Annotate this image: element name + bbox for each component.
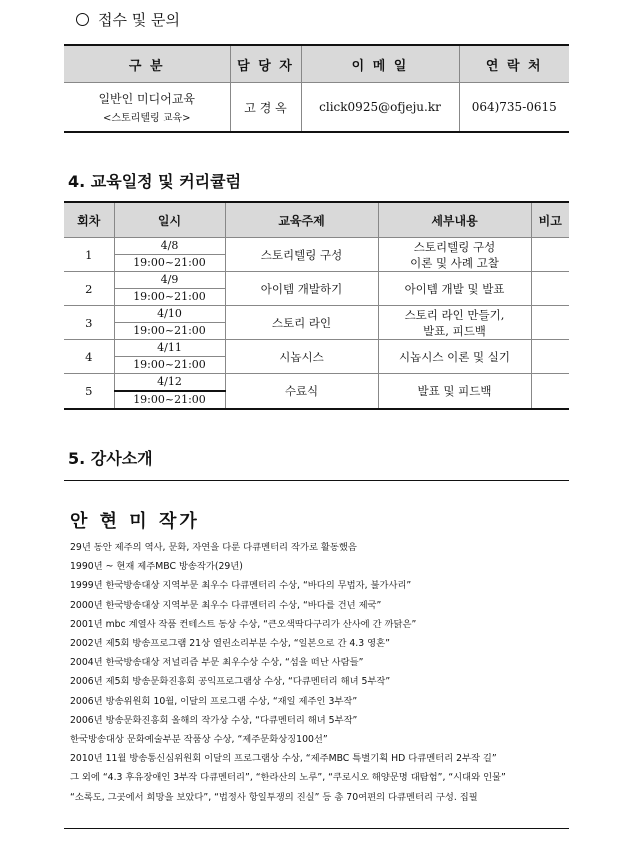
contact-header-cell: 구 분 [64,45,230,83]
session-topic: 수료식 [225,374,378,410]
session-time: 19:00~21:00 [114,391,225,409]
contact-category: 일반인 미디어교육 [98,92,196,106]
session-note [531,306,569,340]
session-topic: 스토리 라인 [225,306,378,340]
session-detail [378,340,531,374]
table-row [64,340,569,357]
bio-line: 한국방송대상 문화예술부분 작품상 수상, “제주문화상징100선” [70,734,328,746]
contact-email: click0925@ofjeju.kr [301,83,459,133]
contact-category-cell [64,83,230,133]
session-note [531,374,569,410]
section4-title: 4. 교육일정 및 커리큘럼 [68,172,242,191]
bio-line: 2006년 방송문화진흥회 올해의 작가상 수상, “다큐멘터리 해녀 5부작” [70,714,358,726]
table-row [64,374,569,392]
schedule-table [64,201,569,410]
bio-line: 2002년 제5회 방송프로그램 21상 열린소리부분 수상, “일본으로 간 4.3 영혼” [70,638,390,650]
contact-header-row [64,45,569,83]
instructor-name: 안 현 미 작가 [70,511,200,532]
table-row [64,238,569,255]
session-detail-line: 스토리 라인 만들기, [404,307,505,322]
contact-category-sub: <스토리텔링 교육> [102,113,191,124]
bio-line: 2001년 mbc 계열사 작품 컨테스트 동상 수상, “큰오색딱다구리가 산사에 간 까닭은” [70,618,417,630]
session-detail-line: 이론 및 사례 고찰 [410,255,499,270]
schedule-header-cell: 비고 [531,202,569,238]
schedule-header-cell: 세부내용 [378,202,531,238]
contact-heading [76,9,180,30]
contact-heading-text: 접수 및 문의 [98,11,180,29]
bio-line: 2010년 11월 방송통신심위원회 이달의 프로그램상 수상, “제주MBC 특별기획 HD 다큐멘터리 2부작 길” [70,753,497,765]
session-time: 19:00~21:00 [114,255,225,272]
session-time: 19:00~21:00 [114,323,225,340]
bio-line: 2000년 한국방송대상 지역부문 최우수 다큐멘터리 수상, “바다를 건넌 제국” [70,599,382,611]
session-detail-line: 스토리텔링 구성 [413,239,496,254]
bio-line: 1990년 ~ 현재 제주MBC 방송작가(29년) [70,561,243,573]
bio-line: 1999년 한국방송대상 지역부문 최우수 다큐멘터리 수상, “바다의 무법자, 불가사리” [70,580,412,592]
bio-line: 그 외에 “4.3 후유장애인 3부작 다큐멘터리”, “한라산의 노루”, “쿠로시오 해양문명 대탐험”, “시대와 인물” [70,772,506,784]
bio-line: 2004년 한국방송대상 저널리즘 부문 최우수상 수상, “섬을 떠난 사람들” [70,657,364,669]
contact-phone: 064)735-0615 [459,83,569,133]
bio-line: “소록도, 그곳에서 희망을 보았다”, “법정사 항일투쟁의 진실” 등 총 70여편의 다큐멘터리 구성. 집필 [70,791,478,803]
bio-line: 2006년 제5회 방송문화진흥회 공익프로그램상 수상, “다큐멘터리 해녀 5부작” [70,676,391,688]
contact-header-cell: 이 메 일 [301,45,459,83]
session-detail [378,374,531,410]
session-note [531,272,569,306]
session-detail-line: 시놉시스 이론 및 실기 [399,349,510,364]
session-time: 19:00~21:00 [114,289,225,306]
schedule-header-row [64,202,569,238]
session-detail-line: 발표 및 피드백 [417,384,492,398]
session-topic: 스토리텔링 구성 [225,238,378,272]
schedule-header-cell: 회차 [64,202,114,238]
bio-line: 2006년 방송위원회 10월, 이달의 프로그램 수상, “재일 제주인 3부작” [70,695,358,707]
session-number: 2 [64,272,114,306]
contact-row [64,83,569,133]
table-row [64,306,569,323]
table-row [64,272,569,289]
schedule-header-cell: 일시 [114,202,225,238]
session-date: 4/8 [114,238,225,255]
contact-manager: 고 경 옥 [230,83,301,133]
circle-bullet-icon [76,13,89,26]
session-topic: 시놉시스 [225,340,378,374]
instructor-bio [70,538,570,807]
contact-header-cell: 담 당 자 [230,45,301,83]
session-date: 4/12 [114,374,225,392]
section5-title: 5. 강사소개 [68,449,153,468]
session-detail-line: 발표, 피드백 [423,323,486,338]
session-detail [378,272,531,306]
session-topic: 아이템 개발하기 [225,272,378,306]
session-note [531,238,569,272]
session-number: 4 [64,340,114,374]
bottom-divider [64,828,569,829]
section-divider [64,480,569,481]
session-note [531,340,569,374]
contact-header-cell: 연 락 처 [459,45,569,83]
schedule-header-cell: 교육주제 [225,202,378,238]
session-time: 19:00~21:00 [114,357,225,374]
session-number: 5 [64,374,114,410]
session-number: 3 [64,306,114,340]
session-date: 4/9 [114,272,225,289]
contact-table [64,44,569,133]
session-detail [378,306,531,340]
bio-line: 29년 동안 제주의 역사, 문화, 자연을 다룬 다큐멘터리 작가로 활동했음 [70,542,357,553]
session-detail [378,238,531,272]
session-date: 4/11 [114,340,225,357]
session-date: 4/10 [114,306,225,323]
session-detail-line: 아이템 개발 및 발표 [404,281,505,296]
session-number: 1 [64,238,114,272]
